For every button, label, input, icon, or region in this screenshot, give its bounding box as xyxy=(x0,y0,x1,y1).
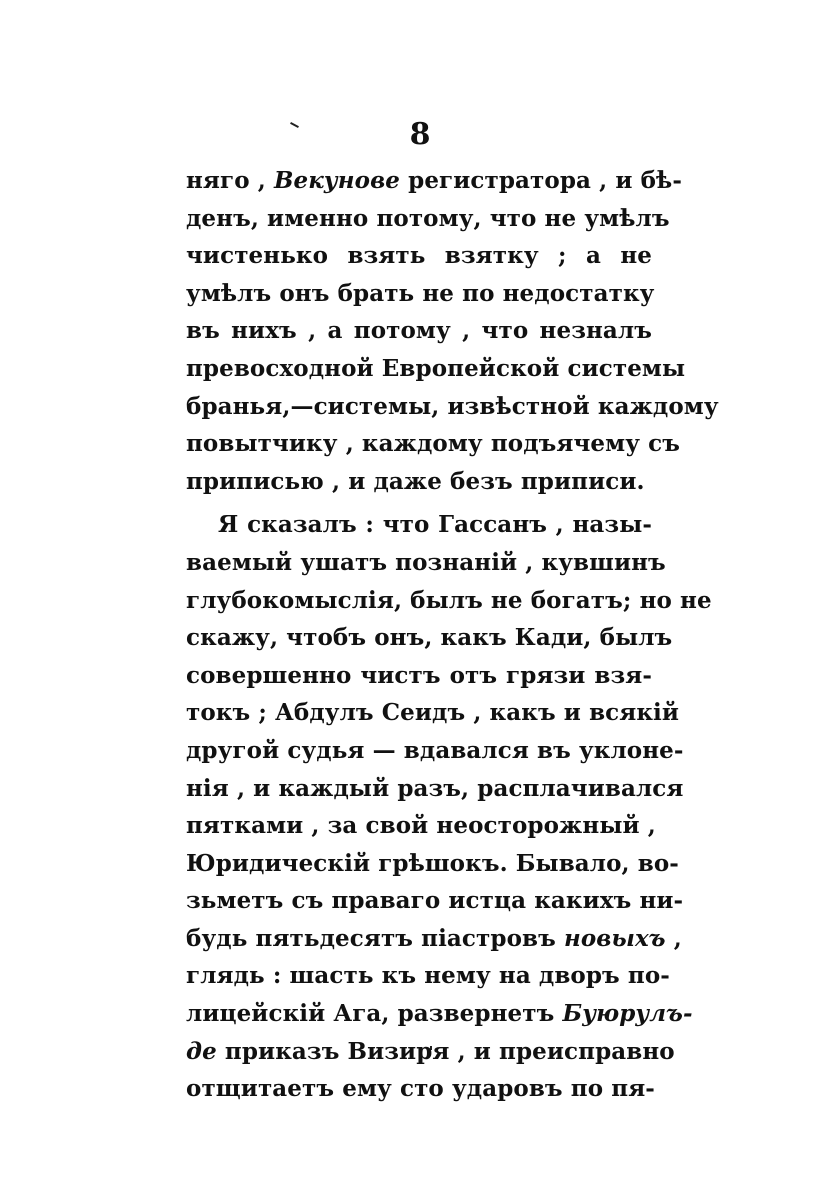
text-line xyxy=(186,845,679,883)
text-line xyxy=(186,882,684,920)
text-run: умѣлъ онъ брать не по недостатку xyxy=(186,279,655,307)
text-run: повытчику , каждому подъячему съ xyxy=(186,430,680,458)
text-line xyxy=(186,619,673,657)
text-run: будь пятьдесятъ піастровъ xyxy=(186,924,564,952)
text-run: зьметъ съ праваго истца какихъ ни- xyxy=(186,887,684,915)
text-line xyxy=(186,237,652,275)
text-run: токъ ; Абдулъ Сеидъ , какъ и всякій xyxy=(186,699,680,727)
text-run: превосходной Европейской системы xyxy=(186,354,686,382)
text-run: ваемый ушатъ познаній , кувшинъ xyxy=(186,548,666,576)
text-line xyxy=(186,275,655,313)
text-line xyxy=(186,200,670,238)
text-line xyxy=(186,995,693,1033)
body-text xyxy=(186,162,719,1108)
text-line xyxy=(186,770,684,808)
text-run: бранья,—системы, извѣстной каждому xyxy=(186,392,719,420)
text-line xyxy=(186,732,684,770)
text-line xyxy=(186,807,656,845)
text-line xyxy=(186,506,652,544)
text-run: лицейскій Ага, развернетъ xyxy=(186,1000,563,1028)
text-run: , xyxy=(665,924,682,952)
text-line xyxy=(186,425,680,463)
text-line xyxy=(186,312,652,350)
text-run: денъ, именно потому, что не умѣлъ xyxy=(186,204,670,232)
italic-word: новыхъ xyxy=(563,924,666,952)
page-number: 8 xyxy=(409,117,431,152)
text-run: приказъ Визиря , и преисправно xyxy=(216,1037,675,1065)
italic-word: Буюрулъ- xyxy=(562,1000,693,1028)
text-run: глубокомыслія, былъ не богатъ; но не xyxy=(186,586,712,614)
text-line xyxy=(186,388,719,426)
text-run: нія , и каждый разъ, расплачивался xyxy=(186,774,684,802)
text-run: няго , xyxy=(186,167,274,194)
text-run: другой судья — вдавался въ уклоне- xyxy=(186,736,684,764)
text-run: скажу, чтобъ онъ, какъ Кади, былъ xyxy=(186,624,673,652)
text-run: приписью , и даже безъ приписи. xyxy=(186,467,645,495)
text-run: совершенно чистъ отъ грязи взя- xyxy=(186,661,652,689)
text-run: Я сказалъ : что Гассанъ , назы- xyxy=(218,511,652,539)
text-line xyxy=(186,162,682,200)
text-run: чистенько взять взятку ; а не xyxy=(186,242,652,270)
text-line xyxy=(186,1033,675,1071)
text-run: регистратора , и бѣ- xyxy=(400,167,682,194)
text-line xyxy=(186,582,712,620)
text-line xyxy=(186,694,680,732)
text-run: пятками , за свой неосторожный , xyxy=(186,812,656,840)
text-line xyxy=(186,920,682,958)
text-run: Юридическій грѣшокъ. Бывало, во- xyxy=(186,849,679,877)
text-line xyxy=(186,350,686,388)
text-line xyxy=(186,957,670,995)
italic-word: де xyxy=(186,1037,217,1065)
text-run: въ нихъ , а потому , что незналъ xyxy=(186,317,652,345)
text-line xyxy=(186,463,652,501)
text-run: глядь : шасть къ нему на дворъ по- xyxy=(186,962,670,990)
text-line xyxy=(186,657,652,695)
italic-word: Векунове xyxy=(273,167,401,194)
text-run: отщитаетъ ему сто ударовъ по пя- xyxy=(186,1075,655,1103)
text-line xyxy=(186,1070,655,1108)
text-line xyxy=(186,544,666,582)
